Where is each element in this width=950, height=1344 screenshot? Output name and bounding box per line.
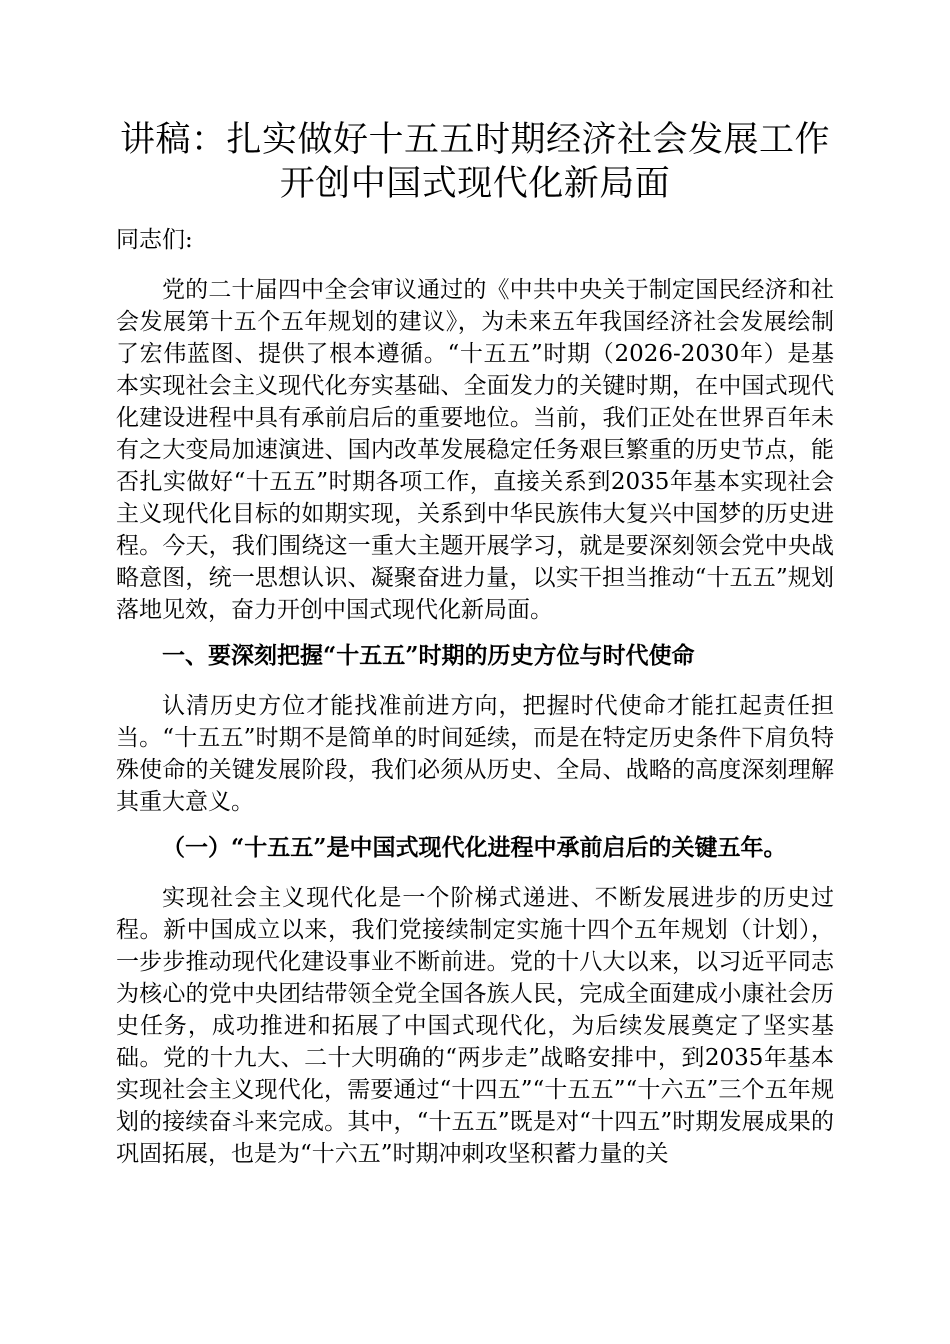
subsection1-paragraph: 实现社会主义现代化是一个阶梯式递进、不断发展进步的历史过程。新中国成立以来，我们党接续制定实施十四个五年规划（计划），一步步推动现代化建设事业不断前进。党的十八大以来，以习近平同志为核心的党中央团结带领全党全国各族人民，完成全面建成小康社会历史任务，成功推进和拓展了中国式现代化，为后续发展奠定了坚实基础。党的十九大、二十大明确的“两步走”战略安排中，到2035年基本实现社会主义现代化，需要通过“十四五”“十五五”“十六五”三个五年规划的接续奋斗来完成。其中，“十五五”既是对“十四五”时期发展成果的巩固拓展，也是为“十六五”时期冲刺攻坚积蓄力量的关 <box>116 885 834 1167</box>
salutation: 同志们: <box>116 227 193 253</box>
subsection-heading-1-1: （一）“十五五”是中国式现代化进程中承前启后的关键五年。 <box>162 834 787 861</box>
title-line-1: 讲稿：扎实做好十五五时期经济社会发展工作 <box>119 120 830 160</box>
title-line-2: 开创中国式现代化新局面 <box>279 164 671 204</box>
section1-paragraph: 认清历史方位才能找准前进方向，把握时代使命才能扛起责任担当。“十五五”时期不是简单的时间延续，而是在特定历史条件下肩负特殊使命的关键发展阶段，我们必须从历史、全局、战略的高度深刻理解其重大意义。 <box>116 693 834 815</box>
section-heading-1: 一、要深刻把握“十五五”时期的历史方位与时代使命 <box>162 642 695 669</box>
intro-paragraph: 党的二十届四中全会审议通过的《中共中央关于制定国民经济和社会发展第十五个五年规划的建议》，为未来五年我国经济社会发展绘制了宏伟蓝图、提供了根本遵循。“十五五”时期（2026-2030年）是基本实现社会主义现代化夯实基础、全面发力的关键时期，在中国式现代化建设进程中具有承前启后的重要地位。当前，我们正处在世界百年未有之大变局加速演进、国内改革发展稳定任务艰巨繁重的历史节点，能否扎实做好“十五五”时期各项工作，直接关系到2035年基本实现社会主义现代化目标的如期实现，关系到中华民族伟大复兴中国梦的历史进程。今天，我们围绕这一重大主题开展学习，就是要深刻领会党中央战略意图，统一思想认识、凝聚奋进力量，以实干担当推动“十五五”规划落地见效，奋力开创中国式现代化新局面。 <box>116 277 834 623</box>
document-title <box>116 118 834 206</box>
document-page <box>116 118 834 1170</box>
